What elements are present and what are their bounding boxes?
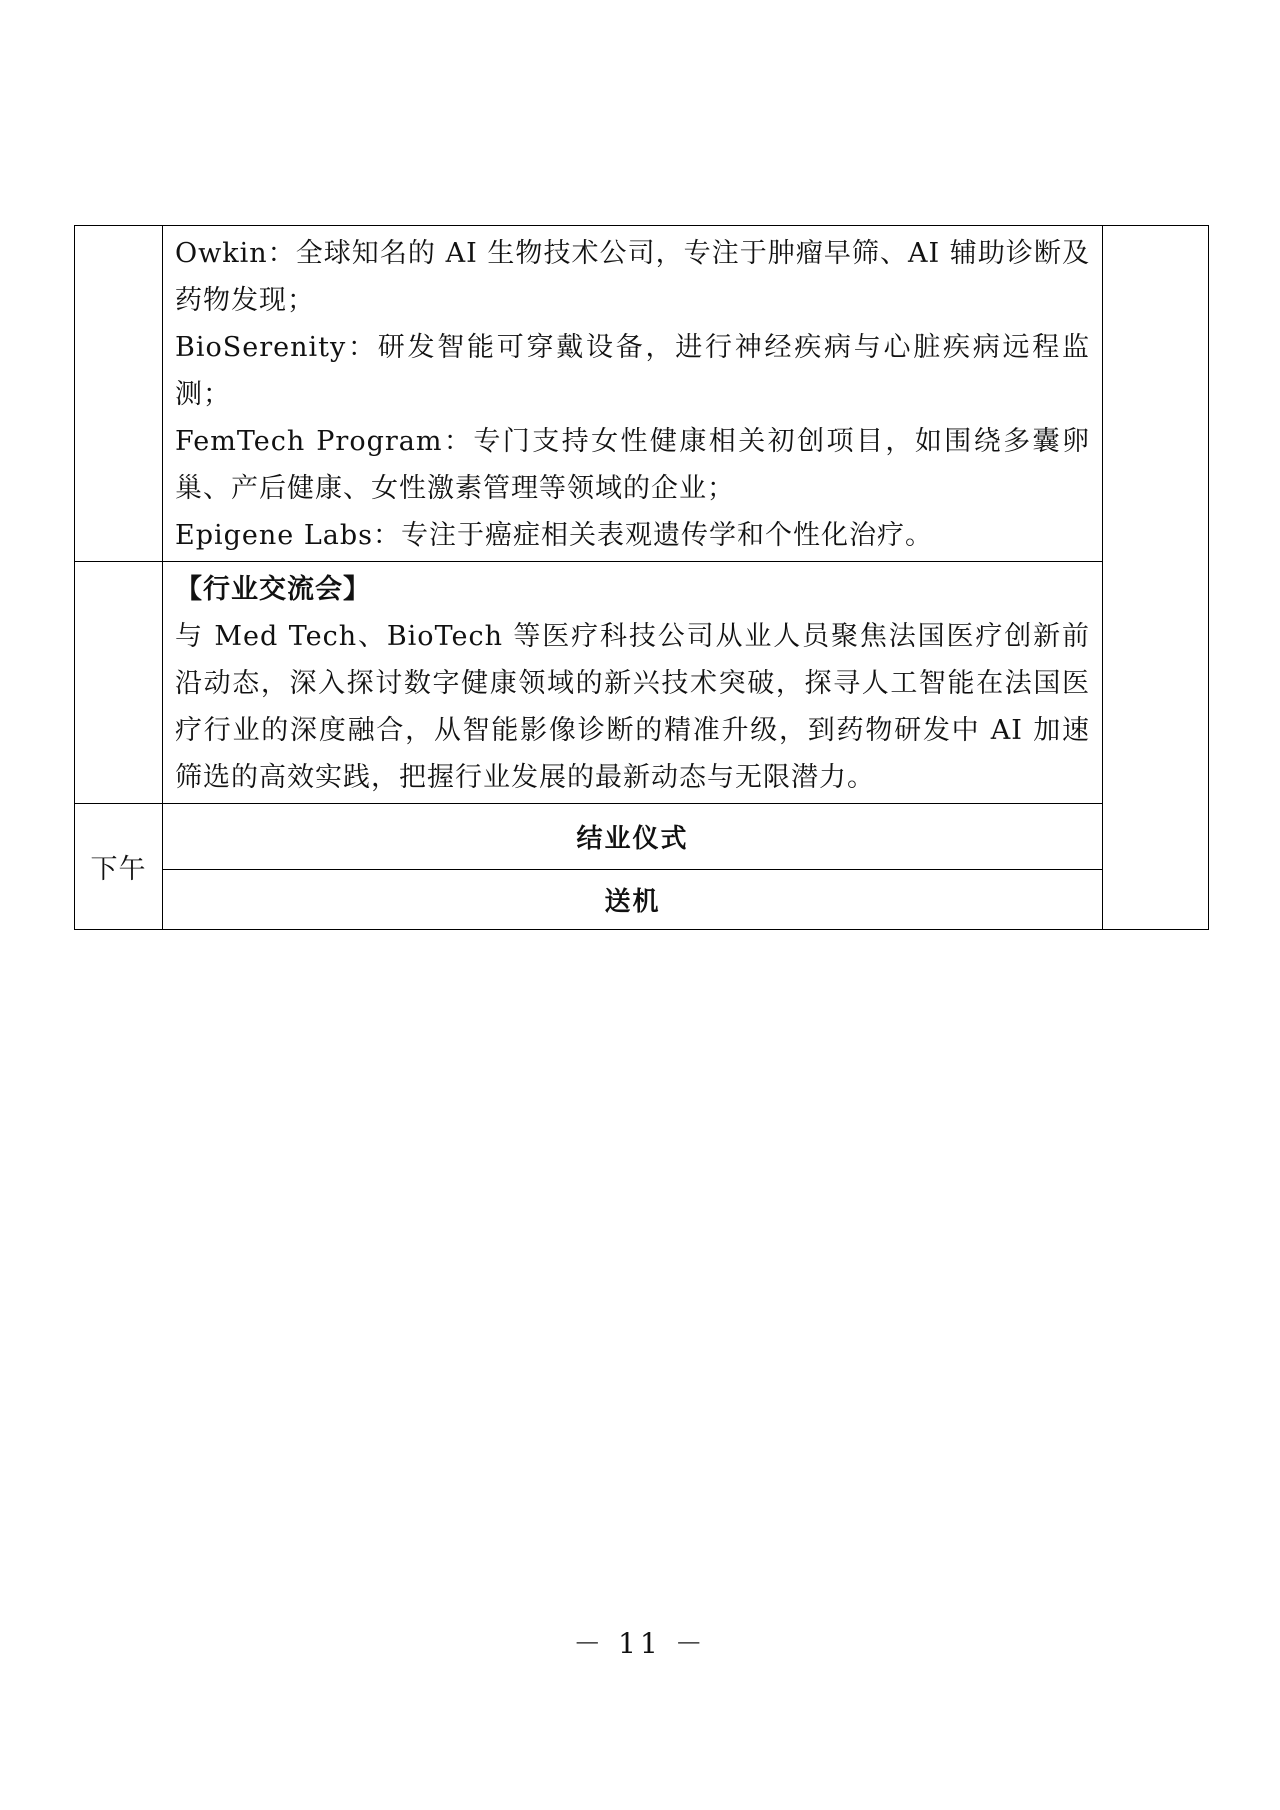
company-list-cell bbox=[163, 226, 1103, 562]
table-row-exchange bbox=[75, 562, 1209, 804]
table-row-departure bbox=[75, 870, 1209, 930]
time-cell-empty-2 bbox=[75, 562, 163, 804]
exchange-body: 与 Med Tech、BioTech 等医疗科技公司从业人员聚焦法国医疗创新前沿动态，深入探讨数字健康领域的新兴技术突破，探寻人工智能在法国医疗行业的深度融合，从智能影像诊断的精准升级，到药物研发中 AI 加速筛选的高效实践，把握行业发展的最新动态与无限潜力。 bbox=[175, 621, 1090, 793]
ceremony-item: 结业仪式 bbox=[163, 804, 1103, 870]
departure-item: 送机 bbox=[163, 870, 1103, 930]
page-number: － 11 － bbox=[573, 1627, 707, 1660]
exchange-cell bbox=[163, 562, 1103, 804]
notes-cell bbox=[1103, 226, 1209, 930]
exchange-title: 【行业交流会】 bbox=[175, 574, 371, 605]
time-cell-empty bbox=[75, 226, 163, 562]
table-row-ceremony bbox=[75, 804, 1209, 870]
afternoon-label: 下午 bbox=[75, 804, 163, 930]
company-item-owkin: Owkin：全球知名的 AI 生物技术公司，专注于肿瘤早筛、AI 辅助诊断及药物发现； bbox=[175, 238, 1090, 316]
company-item-bioserenity: BioSerenity：研发智能可穿戴设备，进行神经疾病与心脏疾病远程监测； bbox=[175, 332, 1090, 410]
schedule-table bbox=[74, 225, 1209, 930]
company-item-femtech: FemTech Program：专门支持女性健康相关初创项目，如围绕多囊卵巢、产后健康、女性激素管理等领域的企业； bbox=[175, 426, 1090, 504]
table-row-companies bbox=[75, 226, 1209, 562]
company-item-epigene: Epigene Labs：专注于癌症相关表观遗传学和个性化治疗。 bbox=[175, 520, 934, 551]
